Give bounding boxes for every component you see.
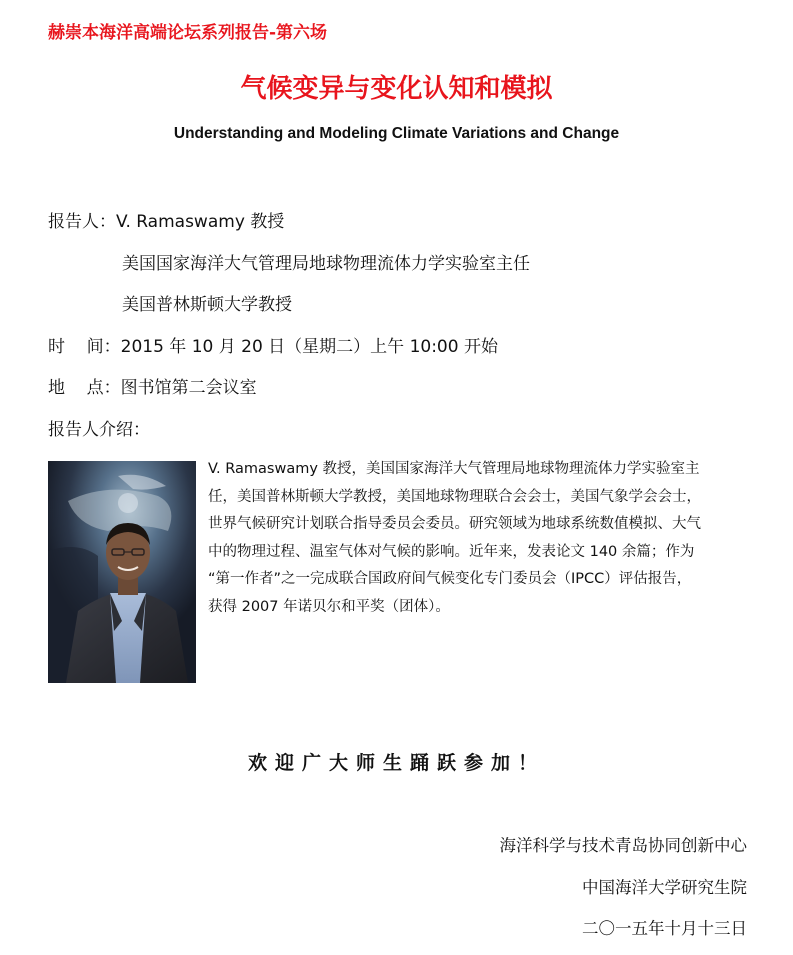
speaker-bio xyxy=(208,456,748,621)
speaker-name: V. Ramaswamy 教授 xyxy=(116,212,285,232)
series-title: 赫崇本海洋高端论坛系列报告-第六场 xyxy=(48,23,328,43)
bio-line: 任，美国普林斯顿大学教授，美国地球物理联合会会士，美国气象学会会士， xyxy=(208,488,701,505)
bio-line: “第一作者”之一完成联合国政府间气候变化专门委员会（IPCC）评估报告， xyxy=(208,571,692,587)
bio-line: 中的物理过程、温室气体对气候的影响。近年来，发表论文 140 余篇；作为 xyxy=(208,543,695,560)
bio-label: 报告人介绍： xyxy=(48,420,150,440)
speaker-affiliation-2: 美国普林斯顿大学教授 xyxy=(122,295,292,315)
organizer-2: 中国海洋大学研究生院 xyxy=(582,878,747,897)
speaker-affiliation-1: 美国国家海洋大气管理局地球物理流体力学实验室主任 xyxy=(122,254,530,274)
page-title: 气候变异与变化认知和模拟 xyxy=(240,74,553,104)
organizer-1: 海洋科学与技术青岛协同创新中心 xyxy=(499,836,747,855)
speaker-photo xyxy=(48,461,196,683)
time-label: 时 间： xyxy=(48,337,121,357)
time-line xyxy=(48,332,498,357)
bio-line: 获得 2007 年诺贝尔和平奖（团体）。 xyxy=(208,598,450,615)
place-line xyxy=(48,373,257,398)
notice-date: 二〇一五年十月十三日 xyxy=(582,919,747,938)
bio-line: V. Ramaswamy 教授，美国国家海洋大气管理局地球物理流体力学实验室主 xyxy=(208,461,700,477)
english-title: Understanding and Modeling Climate Variations and Change xyxy=(173,125,620,142)
place-label: 地 点： xyxy=(48,378,121,398)
speaker-line xyxy=(48,207,284,232)
speaker-label: 报告人： xyxy=(48,212,116,232)
bio-line: 世界气候研究计划联合指导委员会委员。研究领域为地球系统数值模拟、大气 xyxy=(208,516,701,532)
welcome-message: 欢迎广大师生踊跃参加！ xyxy=(247,752,545,774)
place-value: 图书馆第二会议室 xyxy=(120,378,257,398)
time-value: 2015 年 10 月 20 日（星期二）上午 10:00 开始 xyxy=(120,337,498,357)
